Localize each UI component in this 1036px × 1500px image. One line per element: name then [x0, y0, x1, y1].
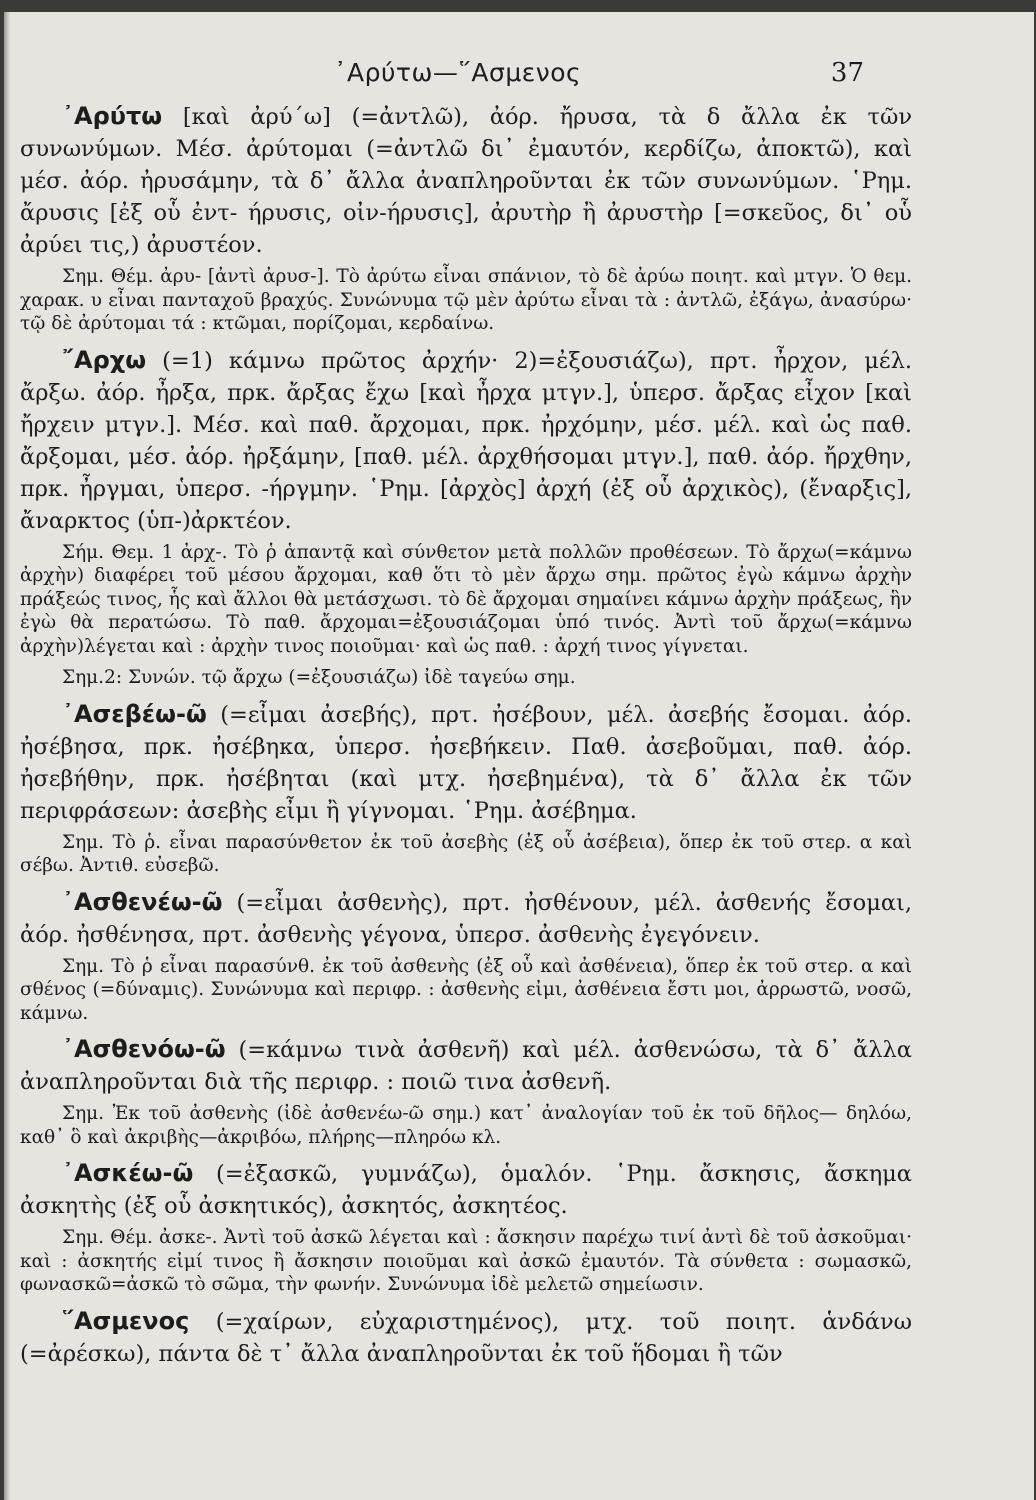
entry-note-2 — [4, 666, 924, 690]
note-label: Σήμ. — [62, 541, 105, 563]
entry-note — [4, 265, 924, 336]
entry-main-text — [4, 1305, 924, 1370]
note-label: Σημ. — [62, 831, 105, 853]
running-head: ᾿Αρύτω—῞Ασμενος — [334, 58, 582, 87]
entry-definition: (=εἶμαι ἀσθενὴς), πρτ. ἠσθένουν, μέλ. ἀσθενής ἔσομαι, ἀόρ. ἠσθένησα, πρτ. ἀσθενὴς γέγονα, ὑπερσ. ἀσθενὴς ἐγεγόνειν. — [20, 889, 912, 948]
entry-definition: (=κάμνω τινὰ ἀσθενῆ) καὶ μέλ. ἀσθενώσω, τὰ δ᾿ ἄλλα ἀναπληροῦνται διὰ τῆς περιφρ. : ποιῶ τινα ἀσθενῆ. — [20, 1037, 913, 1095]
entry-note — [4, 541, 924, 659]
entry-note — [4, 1226, 924, 1297]
entry-main-text — [4, 1033, 924, 1098]
entry-asebeo — [4, 698, 924, 878]
page-header — [4, 58, 1034, 98]
note-body: Θεμ. 1 ἀρχ-. Τὸ ῥ ἁπαντᾷ καὶ σύνθετον μετὰ πολλῶν προθέσεων. Τὸ ἄρχω(=κάμνω ἀρχὴν) διαφέρει τοῦ μέσου ἄρχομαι, καθ ὅτι τὸ μὲν ἄρχω σημ. πρῶτος ἐγὼ κάμνω ἀρχὴν πράξεώς τινος, ἧς καὶ ἄλλοι θὰ μετάσχωσι. τὸ δὲ ἄρχομαι σημαίνει κάμνω ἀρχὴν πράξεως, ἣν ἐγὼ θὰ περατώσω. Τὸ παθ. ἄρχομαι=ἐξουσιάζομαι ὑπό τινός. Ἀντὶ τοῦ ἄρχω(=κάμνω ἀρχὴν)λέγεται καὶ : ἀρχὴν τινος ποιοῦμαι· καὶ ὡς παθ. : ἀρχή τινος γίγνεται. — [20, 541, 912, 657]
entry-asmenos — [4, 1305, 924, 1370]
note-body: Τὸ ῥ εἶναι παρασύνθ. ἐκ τοῦ ἀσθενὴς (ἐξ οὗ καὶ ἀσθένεια), ὅπερ ἐκ τοῦ στερ. α καὶ σθένος (=δύναμις). Συνώνυμα καὶ περιφρ. : ἀσθενὴς εἰμι, ἀσθένεια ἔστι μοι, ἀρρωστῶ, νοσῶ, κάμνω. — [20, 955, 912, 1024]
note-body: Συνών. τῷ ἄρχω (=ἐξουσιάζω) ἰδὲ ταγεύω σημ. — [127, 667, 576, 688]
entry-headword: ᾿Ασεβέω-ῶ — [62, 699, 207, 728]
entry-main-text — [4, 886, 924, 951]
page-number: 37 — [830, 58, 864, 88]
note-body: Θέμ. ἀσκε-. Ἀντὶ τοῦ ἀσκῶ λέγεται καὶ : ἄσκησιν παρέχω τινί ἀντὶ δὲ τοῦ ἀσκοῦμαι· καὶ : ἀσκητής εἰμί τινος ἢ ἄσκησιν ποιοῦμαι καὶ ἀσκῶ ἐμαυτόν. Τὰ σύνθετα : σωμασκῶ, φωνασκῶ=ἀσκῶ τὸ σῶμα, τὴν φωνήν. Συνώνυμα ἰδὲ μελετῶ σημείωσιν. — [20, 1227, 912, 1295]
entry-askeo — [4, 1157, 924, 1297]
entry-definition: (=χαίρων, εὐχαριστημένος), μτχ. τοῦ ποιητ. ἁνδάνω (=ἀρέσκω), πάντα δὲ τ᾿ ἄλλα ἀναπληροῦνται ἐκ τοῦ ἥδομαι ἢ τῶν — [20, 1308, 912, 1367]
note-label: Σημ. — [62, 266, 105, 287]
entry-main-text — [4, 1157, 924, 1222]
note-label: Σημ. — [62, 1103, 105, 1124]
entry-main-text — [4, 344, 924, 537]
entry-note — [4, 1102, 924, 1149]
entry-definition: (=ἐξασκῶ, γυμνάζω), ὁμαλόν. ῾Ρημ. ἄσκησις, ἄσκημα ἀσκητὴς (ἐξ οὗ ἀσκητικός), ἀσκητός, ἀσκητέος. — [20, 1161, 912, 1219]
entry-aryto — [4, 100, 924, 336]
note-label: Σημ. — [62, 1227, 105, 1248]
entry-headword: ᾿Ασθενόω-ῶ — [62, 1035, 226, 1063]
note-body: Ἐκ τοῦ ἀσθενὴς (ἰδὲ ἀσθενέω-ῶ σημ.) κατ᾿ ἀναλογίαν τοῦ ἐκ τοῦ δῆλος— δηλόω, καθ᾿ ὃ καὶ ἀκριβὴς—ἀκριβόω, πλήρης—πληρόω κλ. — [20, 1103, 912, 1148]
entry-asthenoo — [4, 1033, 924, 1149]
dictionary-content — [4, 100, 924, 1374]
note-body: Θέμ. ἀρυ- [ἀντὶ ἀρυσ-]. Τὸ ἀρύτω εἶναι σπάνιον, τὸ δὲ ἀρύω ποιητ. καὶ μτγν. Ὁ θεμ. χαρακ. υ εἶναι πανταχοῦ βραχύς. Συνώνυμα τῷ μὲν ἀρύτω εἶναι τὰ : ἀντλῶ, ἐξάγω, ἀνασύρω· τῷ δὲ ἀρύτομαι τά : κτῶμαι, πορίζομαι, κερδαίνω. — [20, 266, 912, 334]
entry-headword: ᾿Ασκέω-ῶ — [62, 1159, 194, 1187]
page — [4, 12, 1034, 1500]
entry-astheneo — [4, 886, 924, 1026]
entry-definition: (=1) κάμνω πρῶτος ἀρχήν· 2)=ἐξουσιάζω), πρτ. ἦρχον, μέλ. ἄρξω. ἀόρ. ἦρξα, πρκ. ἄρξας ἔχω [καὶ ἦρχα μτγν.], ὑπερσ. ἄρξας εἶχον [καὶ ἤρχειν μτγν.]. Μέσ. καὶ παθ. ἄρχομαι, πρκ. ἠρχόμην, μέσ. μέλ. καὶ ὡς παθ. ἄρξομαι, μέσ. ἀόρ. ἠρξάμην, [παθ. μέλ. ἀρχθήσομαι μτγν.], παθ. ἀόρ. ἤρχθην, πρκ. ἦργμαι, ὑπερσ. -ήργμην. ῾Ρημ. [ἀρχὸς] ἀρχή (ἐξ οὗ ἀρχικὸς), (ἔναρξις], ἄναρκτος (ὑπ-)ἀρκτέον. — [20, 347, 912, 534]
entry-headword: ῎Αρχω — [62, 345, 147, 374]
entry-definition: [καὶ ἀρύ΄ω] (=ἀντλῶ), ἀόρ. ἤρυσα, τὰ δ ἄλλα ἐκ τῶν συνωνύμων. Μέσ. ἀρύτομαι (=ἀντλῶ δι᾿ ἐμαυτόν, κερδίζω, ἀποκτῶ), καὶ μέσ. ἀόρ. ἠρυσάμην, τὰ δ᾿ ἄλλα ἀναπληροῦνται ἐκ τῶν συνωνύμων. ῾Ρημ. ἄρυσις [ἐξ οὗ ἐντ- ήρυσις, οἰν-ήρυσις], ἀρυτὴρ ἢ ἀρυστὴρ [=σκεῦος, δι᾿ οὗ ἀρύει τις,) ἀρυστέον. — [20, 104, 912, 258]
entry-headword: ᾿Ασθενέω-ῶ — [62, 887, 223, 916]
note-body: Τὸ ῥ. εἶναι παρασύνθετον ἐκ τοῦ ἀσεβὴς (ἐξ οὗ ἀσέβεια), ὅπερ ἐκ τοῦ στερ. α καὶ σέβω. Ἀντιθ. εὐσεβῶ. — [20, 831, 912, 876]
entry-headword: ᾿Αρύτω — [62, 102, 163, 130]
note-label: Σημ. — [62, 955, 105, 977]
entry-archo — [4, 344, 924, 690]
entry-main-text — [4, 100, 924, 261]
entry-definition: (=εἶμαι ἀσεβής), πρτ. ἠσέβουν, μέλ. ἀσεβής ἔσομαι. ἀόρ. ἠσέβησα, πρκ. ἠσέβηκα, ὑπερσ. ἠσεβήκειν. Παθ. ἀσεβοῦμαι, παθ. ἀόρ. ἠσεβήθην, πρκ. ἠσέβηται (καὶ μτχ. ἠσεβημένα), τὰ δ᾿ ἄλλα ἐκ τῶν περιφράσεων: ἀσεβὴς εἶμι ἢ γίγνομαι. ῾Ρημ. ἀσέβημα. — [20, 701, 912, 824]
entry-main-text — [4, 698, 924, 827]
entry-headword: ῞Ασμενος — [62, 1306, 190, 1335]
entry-note — [4, 955, 924, 1026]
note-label: Σημ.2: — [62, 667, 123, 688]
entry-note — [4, 831, 924, 878]
